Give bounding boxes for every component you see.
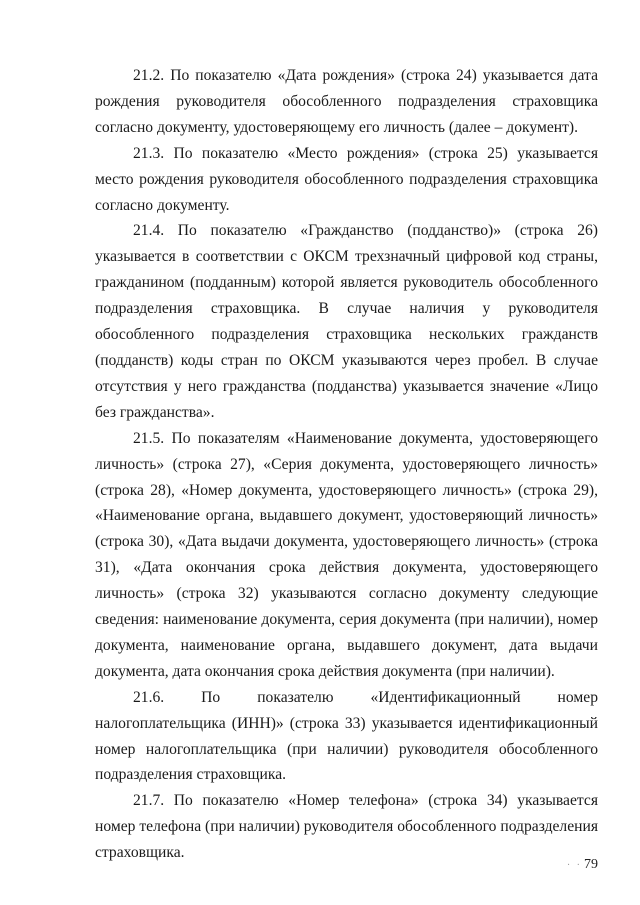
paragraph-21-7: 21.7. По показателю «Номер телефона» (строка 34) указывается номер телефона (при наличии) руководителя обособленного подразделения страховщика. xyxy=(95,792,598,862)
page-number xyxy=(567,857,598,874)
paragraph-21-6: 21.6. По показателю «Идентификационный номер налогоплательщика (ИНН)» (строка 33) указывается идентификационный номер налогоплательщика (при наличии) руководителя обособленного подразделения страховщика. xyxy=(95,688,598,784)
document-body xyxy=(95,63,598,866)
page-number-value: 79 xyxy=(584,857,598,872)
paragraph-21-5: 21.5. По показателям «Наименование документа, удостоверяющего личность» (строка 27), «Серия документа, удостоверяющего личность» (строка 28), «Номер документа, удостоверяющего личность» (строка 29), «Наименование органа, выдавшего документ, удостоверяющий личность» (строка 30), «Дата выдачи документа, удостоверяющего личность» (строка 31), «Дата окончания срока действия документа, удостоверяющего личность» (строка 32) указываются согласно документу следующие сведения: наименование документа, серия документа (при наличии), номер документа, наименование органа, выдавшего документ, дата выдачи документа, дата окончания срока действия документа (при наличии). xyxy=(95,429,598,680)
paragraph-21-3: 21.3. По показателю «Место рождения» (строка 25) указывается место рождения руководителя обособленного подразделения страховщика согласно документу. xyxy=(95,144,598,214)
paragraph-21-2: 21.2. По показателю «Дата рождения» (строка 24) указывается дата рождения руководителя обособленного подразделения страховщика согласно документу, удостоверяющему его личность (далее – документ). xyxy=(95,67,598,136)
scan-marks: · · xyxy=(566,860,582,871)
paragraph-21-4: 21.4. По показателю «Гражданство (подданство)» (строка 26) указывается в соответствии с ОКСМ трехзначный цифровой код страны, гражданином (подданным) которой является руководитель обособленного подразделения страховщика. В случае наличия у руководителя обособленного подразделения страховщика нескольких гражданств (подданств) коды стран по ОКСМ указываются через пробел. В случае отсутствия у него гражданства (подданства) указывается значение «Лицо без гражданства». xyxy=(95,222,598,421)
